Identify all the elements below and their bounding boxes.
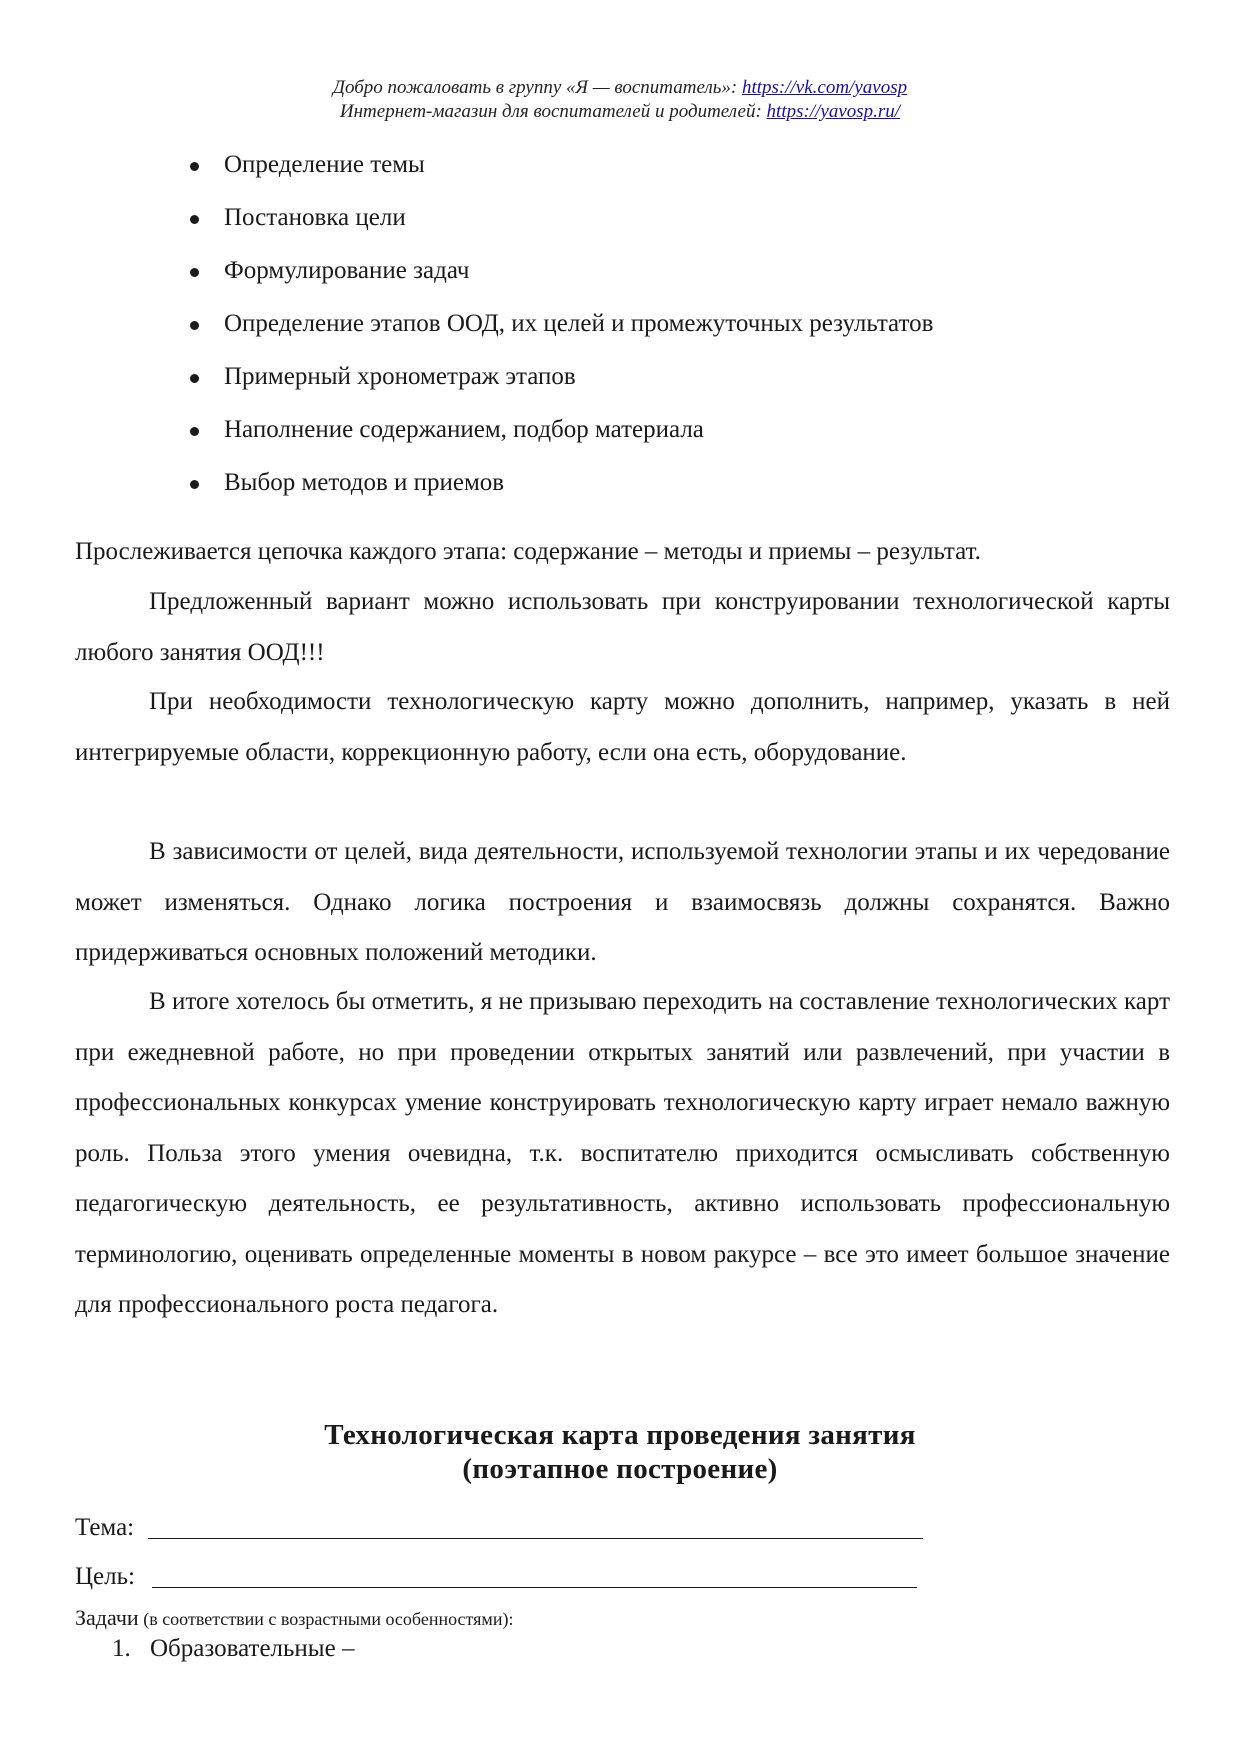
tasks-label: Задачи [75,1605,139,1630]
bullet-icon [190,427,199,436]
body-paragraph: В итоге хотелось бы отметить, я не призываю переходить на составление технологических карт при ежедневной работе, но при проведении открытых занятий или развлечений, при участии в профессиональных конкурсах умение конструировать технологическую карту играет немало важную роль. Польза этого умения очевидна, т.к. воспитателю приходится осмысливать собственную педагогическую деятельность, ее результативность, активно использовать профессиональную терминологию, оценивать определенные моменты в новом ракурсе – все это имеет большое значение для профессионального роста педагога. [75,988,1170,1318]
header-line-2 [0,100,1240,124]
list-item-text: Образовательные – [150,1635,355,1662]
header-line-1 [0,76,1240,100]
list-number: 1. [112,1635,131,1662]
topic-blank-line [148,1538,923,1539]
body-paragraph: В зависимости от целей, вида деятельности, используемой технологии этапы и их чередование может изменяться. Однако логика построения и взаимосвязь должны сохранятся. Важно придерживаться основных положений методики. [75,838,1170,966]
topic-label: Тема: [75,1514,135,1541]
goal-label: Цель: [75,1563,135,1590]
page-header [0,76,1240,124]
body-paragraph: При необходимости технологическую карту можно дополнить, например, указать в ней интегрируемые области, коррекционную работу, если она есть, оборудование. [75,688,1170,766]
header-group-text: Добро пожаловать в группу «Я — воспитатель»: [332,77,742,98]
bullet-icon [190,374,199,383]
template-title [0,1418,1240,1486]
shop-link[interactable]: https://yavosp.ru/ [766,101,901,122]
bullet-icon [190,268,199,277]
tasks-note: (в соответствии с возрастными особенностями): [138,1609,514,1629]
body-paragraph: Предложенный вариант можно использовать при конструировании технологической карты любого занятия ООД!!! [75,588,1170,666]
template-title-line-1: Технологическая карта проведения занятия [324,1419,916,1451]
tasks-list-item [112,1634,354,1664]
template-title-line-2: (поэтапное построение) [462,1453,778,1485]
vk-group-link[interactable]: https://vk.com/yavosp [741,77,908,98]
bullet-icon [190,480,199,489]
bullet-icon [190,215,199,224]
header-shop-text: Интернет-магазин для воспитателей и родителей: [339,101,767,122]
bullet-icon [190,162,199,171]
tasks-heading [75,1605,513,1632]
goal-blank-line [152,1587,917,1588]
bullet-icon [190,321,199,330]
chain-paragraph: Прослеживается цепочка каждого этапа: содержание – методы и приемы – результат. [75,538,981,565]
